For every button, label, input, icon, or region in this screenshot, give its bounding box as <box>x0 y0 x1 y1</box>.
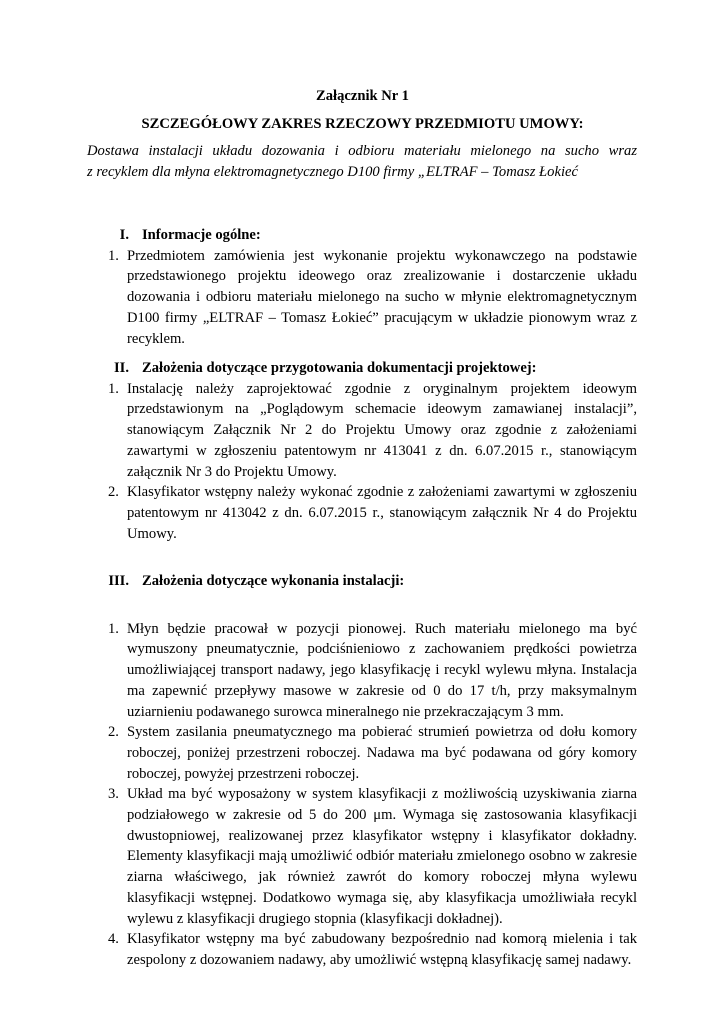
list-item <box>87 246 637 350</box>
section-number: I. <box>119 227 129 243</box>
item-text: Młyn będzie pracował w pozycji pionowej. Ruch materiału mielonego ma być wymuszony pneumatycznie, podciśnieniowo z zachowaniem prędkości powietrza umożliwiającej transport nadawy, jego klasyfikację i recykl wylewu młyna. Instalacja ma zapewnić przepływy masowe w zakresie od 0 do 17 t/h, przy maksymalnym uziarnieniu podawanego surowca mineralnego nie przekraczającym 3 mm. <box>127 620 637 720</box>
intro-line-1: Dostawa instalacji układu dozowania i odbioru materiału mielonego na sucho wraz <box>87 143 637 159</box>
section-heading <box>87 571 637 592</box>
item-number: 2. <box>108 724 119 741</box>
list-item <box>87 929 637 970</box>
section-title: Informacje ogólne: <box>142 227 261 243</box>
section-title: Założenia dotyczące przygotowania dokumentacji projektowej: <box>142 360 537 376</box>
section-number: III. <box>108 573 129 589</box>
document-title: SZCZEGÓŁOWY ZAKRES RZECZOWY PRZEDMIOTU UMOWY: <box>141 116 584 132</box>
item-number: 1. <box>108 620 119 637</box>
annex-label: Załącznik Nr 1 <box>316 88 409 104</box>
list-item <box>87 482 637 544</box>
section-heading <box>87 225 637 246</box>
section-number: II. <box>113 360 129 376</box>
section-2 <box>87 358 637 544</box>
section-1 <box>87 225 637 349</box>
section-title: Założenia dotyczące wykonania instalacji: <box>142 573 405 589</box>
list-item <box>87 379 637 483</box>
item-number: 3. <box>108 786 119 803</box>
item-text: Układ ma być wyposażony w system klasyfikacji z możliwością uzyskiwania ziarna podziałowego w zakresie od 5 do 200 μm. Wymaga się zastosowania klasyfikacji dwustopniowej, realizowanej przez klasyfikator wstępny i klasyfikator dokładny. Elementy klasyfikacji mają umożliwić odbiór materiału zmielonego osobno w zakresie ziarna właściwego, jak również zawrót do komory roboczej młyna wylewu klasyfikacji wstępnej. Dodatkowo wymaga się, aby klasyfikacja umożliwiała recykl wylewu z klasyfikacji drugiego stopnia (klasyfikacji dokładnej). <box>127 786 637 927</box>
item-number: 1. <box>108 380 119 397</box>
item-number: 4. <box>108 931 119 948</box>
item-text: Instalację należy zaprojektować zgodnie z oryginalnym projektem ideowym przedstawionym na „Poglądowym schemacie ideowym zamawianej instalacji”, stanowiącym Załącznik Nr 2 do Projektu Umowy oraz zgodnie z założeniami zawartymi w zgłoszeniu patentowym nr 413041 z dn. 6.07.2015 r., stanowiącym załącznik Nr 3 do Projektu Umowy. <box>127 380 637 480</box>
list-item <box>87 722 637 784</box>
section-heading <box>87 358 637 379</box>
item-number: 1. <box>108 247 119 264</box>
item-number: 2. <box>108 484 119 501</box>
intro-paragraph <box>87 141 637 182</box>
item-text: Klasyfikator wstępny należy wykonać zgodnie z założeniami zawartymi w zgłoszeniu patentowym nr 413042 z dn. 6.07.2015 r., stanowiącym załącznik Nr 4 do Projektu Umowy. <box>127 484 637 542</box>
list-item <box>87 619 637 723</box>
section-3 <box>87 571 637 971</box>
item-text: Przedmiotem zamówienia jest wykonanie projektu wykonawczego na podstawie przedstawionego projektu ideowego oraz zrealizowanie i dostarczenie układu dozowania i odbioru materiału mielonego na sucho w młynie elektromagnetycznym D100 firmy „ELTRAF – Tomasz Łokieć” pracującym w układzie pionowym wraz z recyklem. <box>127 247 637 347</box>
item-text: System zasilania pneumatycznego ma pobierać strumień powietrza od dołu komory roboczej, poniżej przestrzeni roboczej. Nadawa ma być podawana od góry komory roboczej, powyżej przestrzeni roboczej. <box>127 724 637 782</box>
intro-line-2: z recyklem dla młyna elektromagnetycznego D100 firmy „ELTRAF – Tomasz Łokieć <box>87 163 578 180</box>
list-item <box>87 784 637 929</box>
item-text: Klasyfikator wstępny ma być zabudowany bezpośrednio nad komorą mielenia i tak zespolony z dozowaniem nadawy, aby umożliwić wstępną klasyfikację samej nadawy. <box>127 931 637 968</box>
